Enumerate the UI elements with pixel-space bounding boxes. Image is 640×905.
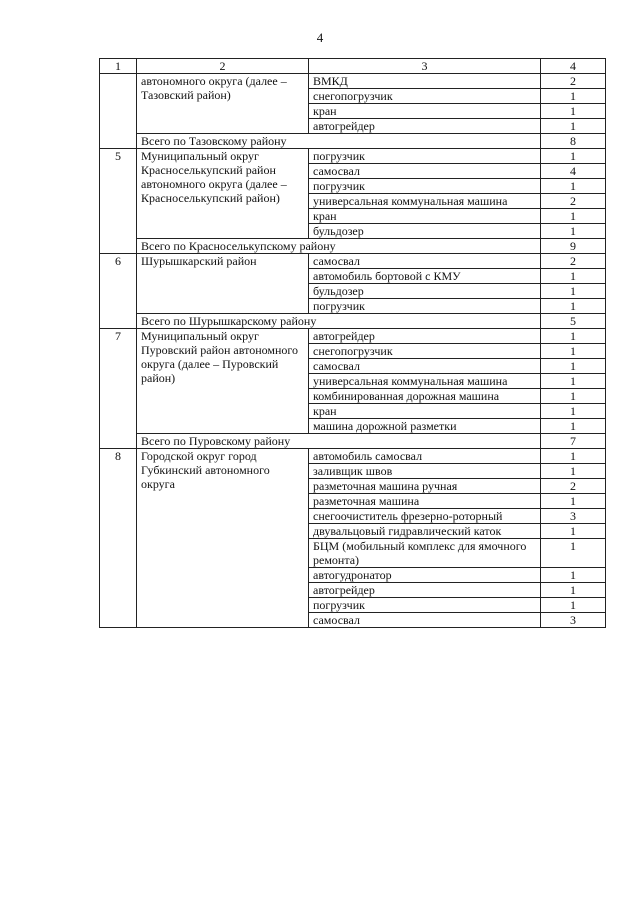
district-name: Городской округ город Губкинский автономного округа: [137, 449, 309, 628]
equipment-name: универсальная коммунальная машина: [309, 374, 541, 389]
equipment-quantity: 1: [541, 329, 606, 344]
equipment-quantity: 1: [541, 464, 606, 479]
district-name: Муниципальный округ Красноселькупский район автономного округа (далее – Красноселькупский район): [137, 149, 309, 239]
equipment-name: кран: [309, 104, 541, 119]
equipment-name: автогудронатор: [309, 568, 541, 583]
equipment-name: БЦМ (мобильный комплекс для ямочного ремонта): [309, 539, 541, 568]
total-row: [100, 314, 606, 329]
equipment-name: самосвал: [309, 359, 541, 374]
equipment-quantity: 1: [541, 568, 606, 583]
equipment-name: универсальная коммунальная машина: [309, 194, 541, 209]
equipment-name: разметочная машина: [309, 494, 541, 509]
header-row: [100, 59, 606, 74]
equipment-quantity: 1: [541, 494, 606, 509]
page-number: 4: [316, 30, 324, 45]
total-label: Всего по Тазовскому району: [137, 134, 541, 149]
equipment-name: заливщик швов: [309, 464, 541, 479]
equipment-name: машина дорожной разметки: [309, 419, 541, 434]
equipment-quantity: 1: [541, 524, 606, 539]
table-row: [100, 149, 606, 164]
equipment-quantity: 1: [541, 224, 606, 239]
equipment-quantity: 2: [541, 74, 606, 89]
equipment-name: разметочная машина ручная: [309, 479, 541, 494]
section-number: 6: [100, 254, 137, 329]
section-number: 8: [100, 449, 137, 628]
equipment-quantity: 1: [541, 404, 606, 419]
equipment-name: погрузчик: [309, 598, 541, 613]
table-row: [100, 449, 606, 464]
equipment-name: снегопогрузчик: [309, 89, 541, 104]
equipment-quantity: 2: [541, 479, 606, 494]
equipment-name: двувальцовый гидравлический каток: [309, 524, 541, 539]
equipment-name: автомобиль бортовой с КМУ: [309, 269, 541, 284]
equipment-name: автомобиль самосвал: [309, 449, 541, 464]
equipment-quantity: 1: [541, 539, 606, 568]
vehicle-table: [99, 58, 606, 628]
district-name: Шурышкарский район: [137, 254, 309, 314]
table-body: [100, 59, 606, 628]
total-row: [100, 134, 606, 149]
equipment-name: погрузчик: [309, 299, 541, 314]
equipment-name: самосвал: [309, 613, 541, 628]
equipment-quantity: 2: [541, 194, 606, 209]
total-quantity: 9: [541, 239, 606, 254]
equipment-name: кран: [309, 404, 541, 419]
table-row: [100, 74, 606, 89]
equipment-name: кран: [309, 209, 541, 224]
equipment-quantity: 1: [541, 344, 606, 359]
equipment-quantity: 1: [541, 583, 606, 598]
equipment-quantity: 1: [541, 359, 606, 374]
equipment-quantity: 1: [541, 104, 606, 119]
equipment-name: комбинированная дорожная машина: [309, 389, 541, 404]
equipment-name: бульдозер: [309, 224, 541, 239]
district-name: Муниципальный округ Пуровский район автономного округа (далее – Пуровский район): [137, 329, 309, 434]
equipment-name: бульдозер: [309, 284, 541, 299]
total-quantity: 7: [541, 434, 606, 449]
equipment-name: снегоочиститель фрезерно-роторный: [309, 509, 541, 524]
total-label: Всего по Пуровскому району: [137, 434, 541, 449]
header-cell: 3: [309, 59, 541, 74]
section-number: 5: [100, 149, 137, 254]
section-number: [100, 74, 137, 149]
district-name: автономного округа (далее – Тазовский район): [137, 74, 309, 134]
equipment-quantity: 2: [541, 254, 606, 269]
table-row: [100, 329, 606, 344]
equipment-quantity: 1: [541, 449, 606, 464]
equipment-quantity: 1: [541, 89, 606, 104]
table-row: [100, 254, 606, 269]
total-quantity: 5: [541, 314, 606, 329]
equipment-name: самосвал: [309, 254, 541, 269]
equipment-quantity: 1: [541, 419, 606, 434]
equipment-quantity: 1: [541, 284, 606, 299]
equipment-quantity: 1: [541, 598, 606, 613]
total-quantity: 8: [541, 134, 606, 149]
header-cell: 2: [137, 59, 309, 74]
equipment-name: погрузчик: [309, 179, 541, 194]
equipment-quantity: 4: [541, 164, 606, 179]
equipment-quantity: 3: [541, 613, 606, 628]
equipment-quantity: 1: [541, 149, 606, 164]
equipment-quantity: 1: [541, 374, 606, 389]
equipment-quantity: 1: [541, 119, 606, 134]
header-cell: 1: [100, 59, 137, 74]
total-label: Всего по Красноселькупскому району: [137, 239, 541, 254]
section-number: 7: [100, 329, 137, 449]
equipment-quantity: 1: [541, 179, 606, 194]
equipment-name: погрузчик: [309, 149, 541, 164]
header-cell: 4: [541, 59, 606, 74]
equipment-quantity: 1: [541, 299, 606, 314]
equipment-name: автогрейдер: [309, 583, 541, 598]
equipment-name: снегопогрузчик: [309, 344, 541, 359]
equipment-name: самосвал: [309, 164, 541, 179]
total-row: [100, 434, 606, 449]
equipment-name: ВМКД: [309, 74, 541, 89]
equipment-quantity: 3: [541, 509, 606, 524]
total-label: Всего по Шурышкарскому району: [137, 314, 541, 329]
equipment-quantity: 1: [541, 209, 606, 224]
equipment-quantity: 1: [541, 269, 606, 284]
equipment-name: автогрейдер: [309, 119, 541, 134]
total-row: [100, 239, 606, 254]
equipment-name: автогрейдер: [309, 329, 541, 344]
equipment-quantity: 1: [541, 389, 606, 404]
